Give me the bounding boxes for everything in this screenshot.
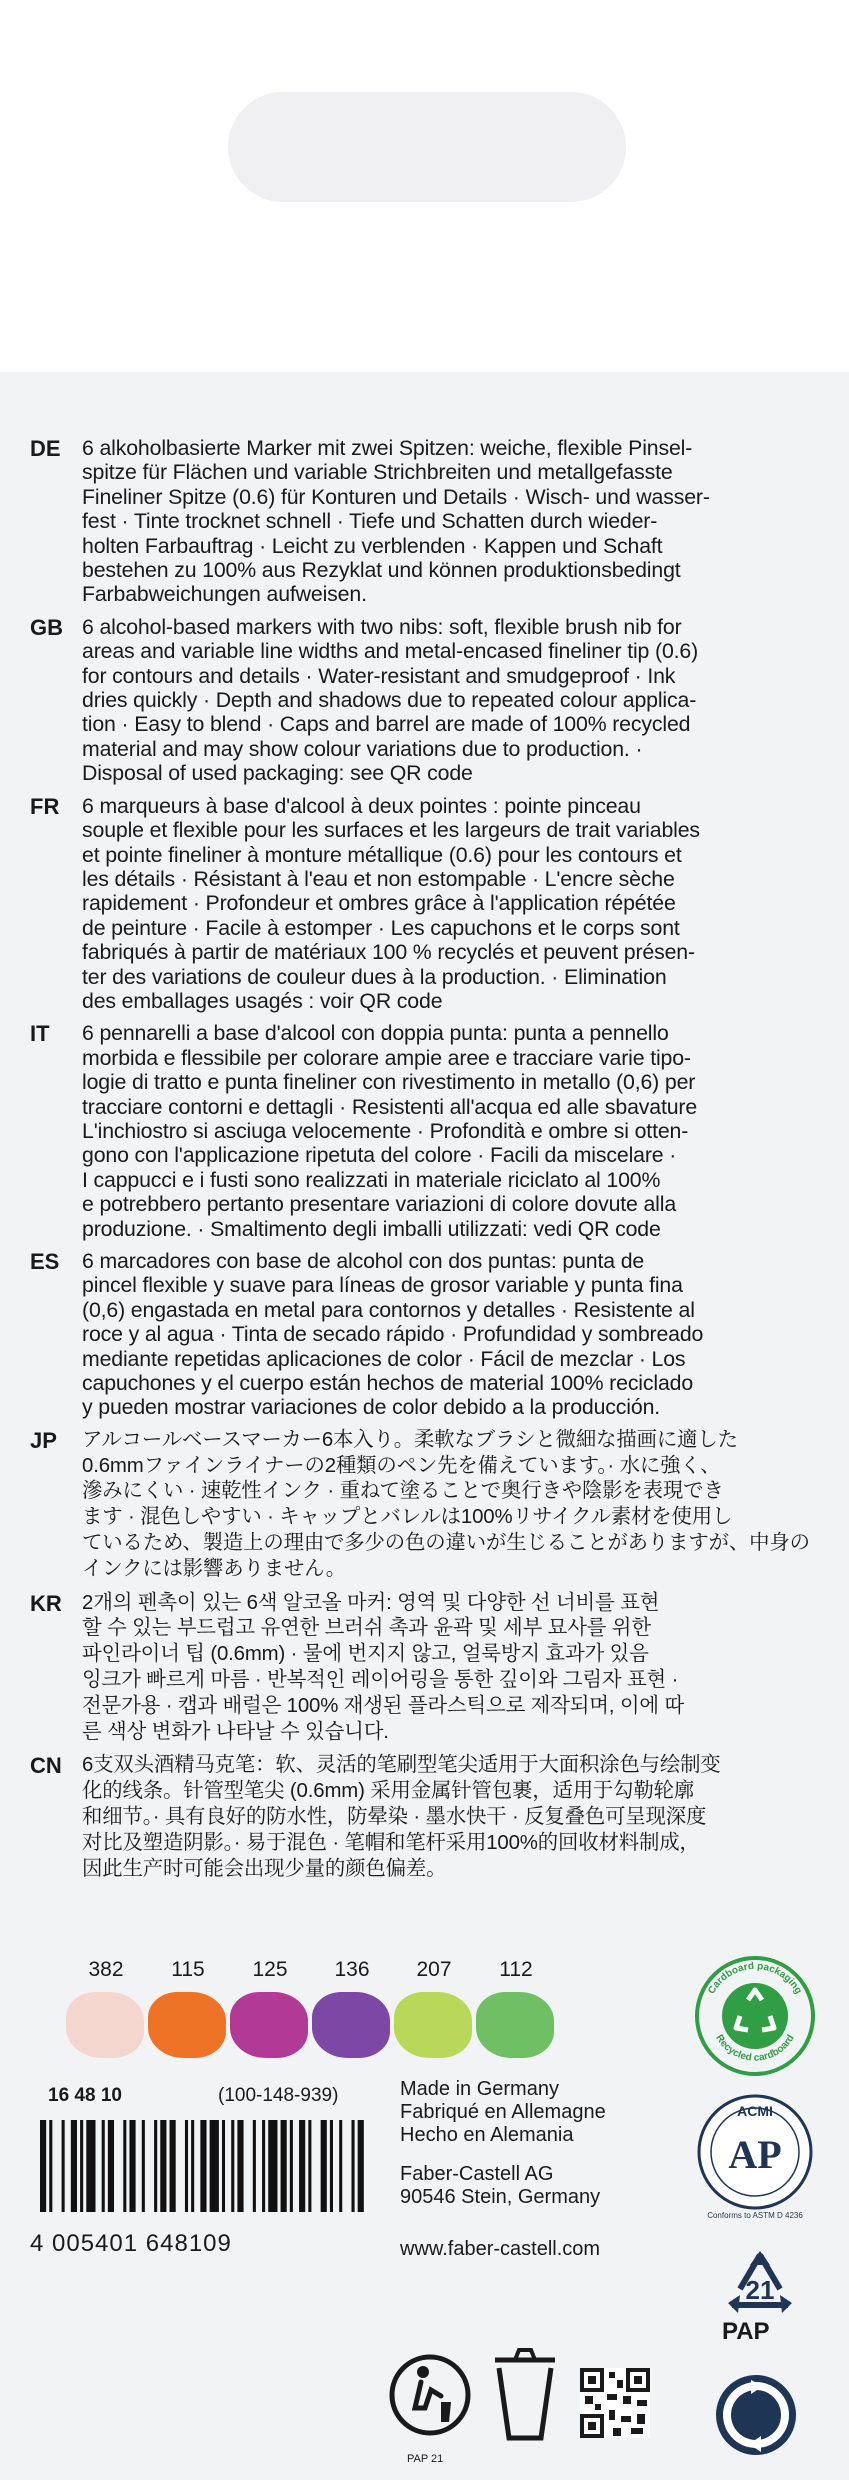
- swatch-color: [476, 1992, 554, 2058]
- barcode-bar: [200, 2120, 206, 2212]
- acmi-mark: AP: [728, 2132, 782, 2177]
- swatch: [230, 1958, 310, 1982]
- swatch-color: [148, 1992, 226, 2058]
- barcode-bar: [290, 2120, 293, 2212]
- barcode-bar: [237, 2120, 243, 2212]
- swatch: [312, 1958, 392, 1982]
- section-cn: [30, 1753, 825, 1882]
- section-jp: [30, 1428, 825, 1583]
- swatch-color: [394, 1992, 472, 2058]
- section-text: 6 marqueurs à base d'alcool à deux pointes : pointe pinceau souple et flexible pour les surfaces et les largeurs de trait variables et pointe fineliner à monture métallique (0.6) pour les contours et les détails · Résistant à l'eau et non estompable · L'encre sèche rapidement · Profondeur et ombres grâce à l'application répétée de peinture · Facile à estomper · Les capuchons et le corps sont fabriqués à partir de matériaux 100 % recyclés et peuvent présen- ter des variations de couleur dues à la production. · Elimination des emballages usagés : voir QR code: [82, 793, 700, 1013]
- swatch-color: [66, 1992, 144, 2058]
- recycled-cardboard-icon: [690, 1950, 820, 2080]
- barcode-bar: [299, 2120, 305, 2212]
- swatch-color: [312, 1992, 390, 2058]
- barcode-bar: [185, 2120, 188, 2212]
- section-de: [30, 436, 825, 607]
- barcode-bar: [40, 2120, 46, 2212]
- section-text: 6 pennarelli a base d'alcool con doppia punta: punta a pennello morbida e flessibile per colorare ampie aree e tracciare varie tipo- logie di tratto e punta fineliner con rivestimento in metallo (0,6) per tracciare contorni e dettagli · Resistenti all'acqua ed alle sbavature L'inchiostro si asciuga velocemente · Profondità e ombre si otten- gono con l'applicazione ripetuta del colore · Facili da miscelare · I cappucci e i fusti sono realizzati in materiale riciclato al 100% e potrebbero pertanto presentare variazioni di colore dovute alla produzione. · Smaltimento degli imballi utilizzati: vedi QR code: [82, 1021, 698, 1241]
- barcode-bar: [86, 2120, 95, 2212]
- swatch-number: 382: [88, 1958, 124, 1981]
- swatch-number: 112: [499, 1958, 533, 1981]
- barcode-bar: [253, 2120, 256, 2212]
- swatch-number: 136: [334, 1958, 370, 1981]
- tidyman-icon: [392, 2357, 468, 2433]
- barcode-bar: [49, 2120, 52, 2212]
- section-es: [30, 1249, 825, 1420]
- barcode-bar: [160, 2120, 166, 2212]
- qr-code-icon[interactable]: [580, 2368, 650, 2438]
- language-code: KR: [30, 1590, 62, 1616]
- top-panel: [0, 0, 849, 372]
- language-code: IT: [30, 1021, 50, 1047]
- barcode-bar: [231, 2120, 234, 2212]
- company-address: Faber-Castell AG 90546 Stein, Germany: [400, 2163, 601, 2208]
- swatch-number: 115: [171, 1958, 205, 1981]
- section-it: [30, 1021, 825, 1241]
- barcode-bar: [262, 2120, 265, 2212]
- swatch-number: 125: [252, 1958, 288, 1981]
- color-swatches: [66, 1958, 566, 2078]
- cardboard-bottom-label: Recycled cardboard: [713, 2032, 797, 2064]
- barcode-bar: [308, 2120, 311, 2212]
- section-kr: [30, 1591, 825, 1746]
- hang-hole: [228, 92, 626, 202]
- language-code: CN: [30, 1753, 62, 1779]
- section-text: 6支双头酒精马克笔：软、灵活的笔刷型笔尖适用于大面积涂色与绘制变 化的线条。针管型笔尖 (0.6mm) 采用金属针管包裹，适用于勾勒轮廓 和细节。· 具有良好的防水性，防晕染 · 墨水快干 · 反复叠色可呈现深度 对比及塑造阴影。· 易于混色 · 笔帽和笔杆采用100%的回收材料制成， 因此生产时可能会出现少量的颜色偏差。: [82, 1754, 721, 1880]
- reference-number: (100-148-939): [218, 2085, 339, 2106]
- acmi-ap-seal: [690, 2090, 820, 2222]
- language-code: FR: [30, 793, 60, 819]
- barcode-bar: [71, 2120, 77, 2212]
- cardboard-top-label: Cardboard packaging: [706, 1960, 804, 1997]
- green-dot-icon: [713, 2372, 799, 2458]
- barcode-bar: [80, 2120, 83, 2212]
- barcode: [40, 2120, 370, 2212]
- description-sections: [30, 436, 825, 1890]
- section-fr: [30, 794, 825, 1014]
- swatch: [148, 1958, 228, 1982]
- barcode-bar: [330, 2120, 333, 2212]
- language-code: DE: [30, 436, 61, 461]
- barcode-bar: [191, 2120, 194, 2212]
- pap-label: PAP: [722, 2318, 770, 2345]
- language-code: ES: [30, 1249, 60, 1274]
- barcode-bar: [339, 2120, 342, 2212]
- swatch: [66, 1958, 146, 1982]
- ean-number: 4 005401 648109: [30, 2230, 232, 2257]
- swatch: [476, 1958, 556, 1982]
- barcode-bar: [154, 2120, 157, 2212]
- section-text: アルコールベースマーカー6本入り。柔軟なブラシと微細な描画に適した 0.6mmファインライナーの2種類のペン先を備えています。· 水に強く、 滲みにくい · 速乾性インク · 重ねて塗ることで奥行きや陰影を表現でき ます · 混色しやすい · キャップとバレルは100%リサイクル素材を使用し ているため、製造上の理由で多少の色の違いが生じることがありますが、中身のインクには影響ありません。: [82, 1428, 810, 1580]
- section-text: 2개의 펜촉이 있는 6색 알코올 마커: 영역 및 다양한 선 너비를 표현 할 수 있는 부드럽고 유연한 브러쉬 촉과 윤곽 및 세부 묘사를 위한 파인라이너 팁 (0.6mm) · 물에 번지지 않고, 얼룩방지 효과가 있음 잉크가 빠르게 마름 · 반복적인 레이어링을 통한 깊이와 그림자 표현 · 전문가용 · 캡과 배럴은 100% 재생된 플라스틱으로 제작되며, 이에 따 른 색상 변화가 나타날 수 있습니다.: [82, 1591, 685, 1743]
- acmi-conforms-text: Conforms to ASTM D 4236: [707, 2211, 803, 2220]
- barcode-bar: [321, 2120, 327, 2212]
- pap-small-label: PAP 21: [407, 2453, 444, 2465]
- section-gb: [30, 615, 825, 786]
- made-in-text: Made in Germany Fabriqué en Allemagne Hecho en Alemania: [400, 2078, 606, 2146]
- language-code: JP: [30, 1427, 57, 1453]
- language-code: GB: [30, 614, 63, 640]
- pap-number: 21: [745, 2275, 775, 2305]
- disposal-icons: [385, 2330, 665, 2470]
- trash-bin-icon: [495, 2350, 555, 2438]
- barcode-bar: [62, 2120, 65, 2212]
- swatch-number: 207: [416, 1958, 452, 1981]
- barcode-bar: [123, 2120, 126, 2212]
- barcode-bar: [222, 2120, 225, 2212]
- section-text: 6 alcohol-based markers with two nibs: soft, flexible brush nib for areas and variable line widths and metal-encased fineliner tip (0.6) for contours and details · Water-resistant and smudgeproof · Ink dries quickly · Depth and shadows due to repeated colour applica- tion · Easy to blend · Caps and barrel are made of 100% recycled material and may show colour variations due to production. · Disposal of used packaging: see QR code: [82, 614, 699, 786]
- website-link[interactable]: www.faber-castell.com: [400, 2238, 601, 2260]
- swatch-color: [230, 1992, 308, 2058]
- barcode-bar: [210, 2120, 219, 2212]
- barcode-bar: [281, 2120, 287, 2212]
- barcode-bar: [351, 2120, 354, 2212]
- acmi-name: ACMI: [737, 2103, 773, 2119]
- barcode-bar: [108, 2120, 114, 2212]
- barcode-bar: [142, 2120, 145, 2212]
- swatch: [394, 1958, 474, 1982]
- article-number: 16 48 10: [48, 2085, 122, 2106]
- barcode-bar: [129, 2120, 135, 2212]
- barcode-bar: [358, 2120, 364, 2212]
- section-text: 6 alkoholbasierte Marker mit zwei Spitzen: weiche, flexible Pinsel- spitze für Flächen und variable Strichbreiten und metallgefasste Fineliner Spitze (0.6) für Konturen und Details · Wisch- und wasser- fest · Tinte trocknet schnell · Tiefe und Schatten durch wieder- holten Farbauftrag · Leicht zu verblenden · Kappen und Schaft bestehen zu 100% aus Rezyklat und können produktionsbedingt Farbabweichungen aufweisen.: [82, 436, 710, 607]
- barcode-bar: [268, 2120, 277, 2212]
- section-text: 6 marcadores con base de alcohol con dos puntas: punta de pincel flexible y suave para líneas de grosor variable y punta fina (0,6) engastada en metal para contornos y detalles · Resistente al roce y al agua · Tinta de secado rápido · Profundidad y sombreado mediante repetidas aplicaciones de color · Fácil de mezclar · Los capuchones y el cuerpo están hechos de material 100% reciclado y pueden mostrar variaciones de color debido a la producción.: [82, 1249, 704, 1420]
- barcode-bar: [170, 2120, 176, 2212]
- barcode-bar: [102, 2120, 105, 2212]
